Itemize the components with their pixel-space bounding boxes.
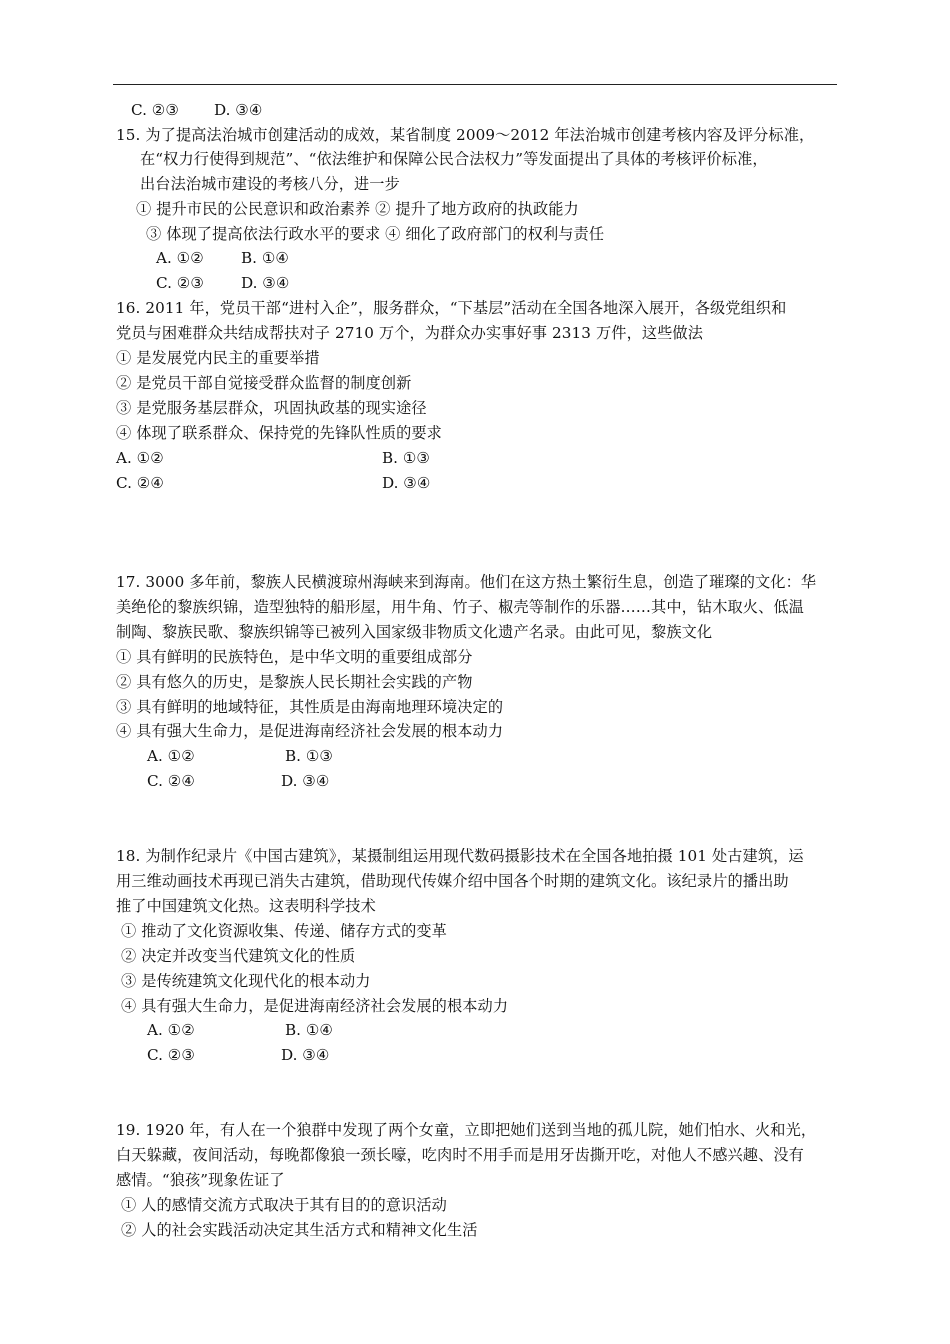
question-stem-line: 在“权力行使得到规范”、“依法维护和保障公民合法权力”等发面提出了具体的考核评价标准， [140, 150, 768, 168]
question-stem-line: 推了中国建筑文化热。这表明科学技术 [116, 897, 376, 915]
option-d: D. ③④ [382, 474, 431, 492]
choice-item: ① 具有鲜明的民族特色，是中华文明的重要组成部分 [116, 648, 473, 666]
option-b: B. ①③ [285, 747, 334, 765]
choice-item: ③ 具有鲜明的地域特征，其性质是由海南地理环境决定的 [116, 698, 504, 716]
question-stem-line: 用三维动画技术再现已消失古建筑，借助现代传媒介绍中国各个时期的建筑文化。该纪录片的播出助 [116, 872, 789, 890]
option-c: C. ②③ [147, 1046, 195, 1064]
question-stem-line: 美绝伦的黎族织锦，造型独特的船形屋，用牛角、竹子、椒壳等制作的乐器……其中，钻木取火、低温 [116, 598, 804, 616]
option-a: A. ①② [147, 747, 195, 765]
option-b: B. ①④ [241, 249, 290, 267]
choice-item: ① 是发展党内民主的重要举措 [116, 349, 320, 367]
choice-item: ② 人的社会实践活动决定其生活方式和精神文化生活 [121, 1221, 478, 1239]
option-c: C. ②④ [147, 772, 195, 790]
question-stem-line: 感情。“狼孩”现象佐证了 [116, 1171, 285, 1189]
option-a: A. ①② [156, 249, 204, 267]
question-stem-line: 17. 3000 多年前，黎族人民横渡琼州海峡来到海南。他们在这方热土繁衍生息，创造了璀璨的文化：华 [116, 573, 817, 591]
choice-item: ③ 是党服务基层群众，巩固执政基的现实途径 [116, 399, 427, 417]
choice-item: ④ 体现了联系群众、保持党的先锋队性质的要求 [116, 424, 442, 442]
choice-item: ③ 体现了提高依法行政水平的要求 ④ 细化了政府部门的权利与责任 [146, 225, 605, 243]
option-d: D. ③④ [241, 274, 290, 292]
choice-item: ① 推动了文化资源收集、传递、储存方式的变革 [121, 922, 447, 940]
choice-item: ② 决定并改变当代建筑文化的性质 [121, 947, 356, 965]
question-stem-line: 出台法治城市建设的考核八分，进一步 [140, 175, 400, 193]
question-stem-line: 18. 为制作纪录片《中国古建筑》，某摄制组运用现代数码摄影技术在全国各地拍摄 101 处古建筑，运 [116, 847, 804, 865]
option-d: D. ③④ [281, 1046, 330, 1064]
choice-item: ④ 具有强大生命力，是促进海南经济社会发展的根本动力 [121, 997, 509, 1015]
option-b: B. ①③ [382, 449, 431, 467]
question-stem-line: 15. 为了提高法治城市创建活动的成效，某省制度 2009～2012 年法治城市创建考核内容及评分标准， [116, 126, 815, 144]
option-c: C. ②③ [131, 101, 179, 119]
choice-item: ② 是党员干部自觉接受群众监督的制度创新 [116, 374, 412, 392]
question-stem-line: 16. 2011 年，党员干部“进村入企”，服务群众，“下基层”活动在全国各地深入展开，各级党组织和 [116, 299, 787, 317]
choice-item: ① 人的感情交流方式取决于其有目的的意识活动 [121, 1196, 447, 1214]
question-stem-line: 制陶、黎族民歌、黎族织锦等已被列入国家级非物质文化遗产名录。由此可见，黎族文化 [116, 623, 713, 641]
choice-item: ② 具有悠久的历史，是黎族人民长期社会实践的产物 [116, 673, 473, 691]
choice-item: ④ 具有强大生命力，是促进海南经济社会发展的根本动力 [116, 722, 504, 740]
option-d: D. ③④ [214, 101, 263, 119]
option-a: A. ①② [147, 1021, 195, 1039]
question-stem-line: 19. 1920 年，有人在一个狼群中发现了两个女童，立即把她们送到当地的孤儿院，她们怕水、火和光， [116, 1121, 817, 1139]
option-c: C. ②④ [116, 474, 164, 492]
choice-item: ① 提升市民的公民意识和政治素养 ② 提升了地方政府的执政能力 [136, 200, 579, 218]
option-a: A. ①② [116, 449, 164, 467]
option-d: D. ③④ [281, 772, 330, 790]
option-b: B. ①④ [285, 1021, 334, 1039]
choice-item: ③ 是传统建筑文化现代化的根本动力 [121, 972, 371, 990]
question-stem-line: 白天躲藏，夜间活动，每晚都像狼一颈长嚎，吃肉时不用手而是用牙齿撕开吃，对他人不感兴趣、没有 [116, 1146, 804, 1164]
header-rule [113, 84, 837, 85]
question-stem-line: 党员与困难群众共结成帮扶对子 2710 万个，为群众办实事好事 2313 万件，这些做法 [116, 324, 704, 342]
option-c: C. ②③ [156, 274, 204, 292]
